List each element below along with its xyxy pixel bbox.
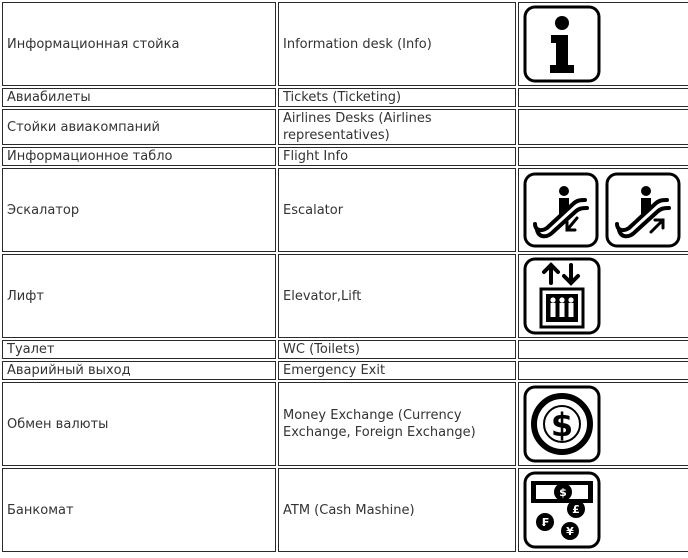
russian-term: Аварийный выход: [2, 361, 276, 380]
icon-cell: [518, 382, 688, 466]
icon-cell: [518, 361, 688, 380]
english-term: Emergency Exit: [278, 361, 516, 380]
escalator-down-icon: [523, 172, 599, 248]
icon-cell: [518, 109, 688, 145]
icon-cell: [518, 168, 688, 252]
russian-term: Туалет: [2, 340, 276, 359]
russian-term: Информационная стойка: [2, 2, 276, 86]
svg-text:$: $: [559, 486, 567, 499]
table-row: [2, 168, 688, 252]
english-term: Escalator: [278, 168, 516, 252]
atm-icon: [523, 471, 601, 549]
table-row: [2, 88, 688, 107]
svg-text:¥: ¥: [566, 525, 574, 538]
english-term: Elevator,Lift: [278, 254, 516, 338]
english-term: Airlines Desks (Airlines representatives): [278, 109, 516, 145]
russian-term: Обмен валюты: [2, 382, 276, 466]
table-row: [2, 468, 688, 552]
english-term: Money Exchange (Currency Exchange, Foreign Exchange): [278, 382, 516, 466]
english-term: Flight Info: [278, 147, 516, 166]
russian-term: Авиабилеты: [2, 88, 276, 107]
table-row: [2, 382, 688, 466]
icon-cell: [518, 88, 688, 107]
russian-term: Лифт: [2, 254, 276, 338]
svg-text:₣: ₣: [541, 516, 549, 529]
english-term: ATM (Cash Mashine): [278, 468, 516, 552]
russian-term: Информационное табло: [2, 147, 276, 166]
russian-term: Эскалатор: [2, 168, 276, 252]
table-row: [2, 147, 688, 166]
icon-cell: [518, 340, 688, 359]
icon-cell: [518, 2, 688, 86]
russian-term: Стойки авиакомпаний: [2, 109, 276, 145]
table-row: [2, 2, 688, 86]
icon-cell: [518, 468, 688, 552]
english-term: Tickets (Ticketing): [278, 88, 516, 107]
table-row: [2, 340, 688, 359]
table-row: [2, 361, 688, 380]
english-term: WC (Toilets): [278, 340, 516, 359]
dollar-icon: [523, 385, 601, 463]
table-row: [2, 109, 688, 145]
info-icon: [523, 5, 601, 83]
russian-term: Банкомат: [2, 468, 276, 552]
icon-cell: [518, 254, 688, 338]
icon-cell: [518, 147, 688, 166]
svg-text:£: £: [572, 503, 580, 516]
table-row: [2, 254, 688, 338]
svg-text:$: $: [550, 406, 574, 444]
escalator-up-icon: [605, 172, 681, 248]
english-term: Information desk (Info): [278, 2, 516, 86]
elevator-icon: [523, 257, 601, 335]
